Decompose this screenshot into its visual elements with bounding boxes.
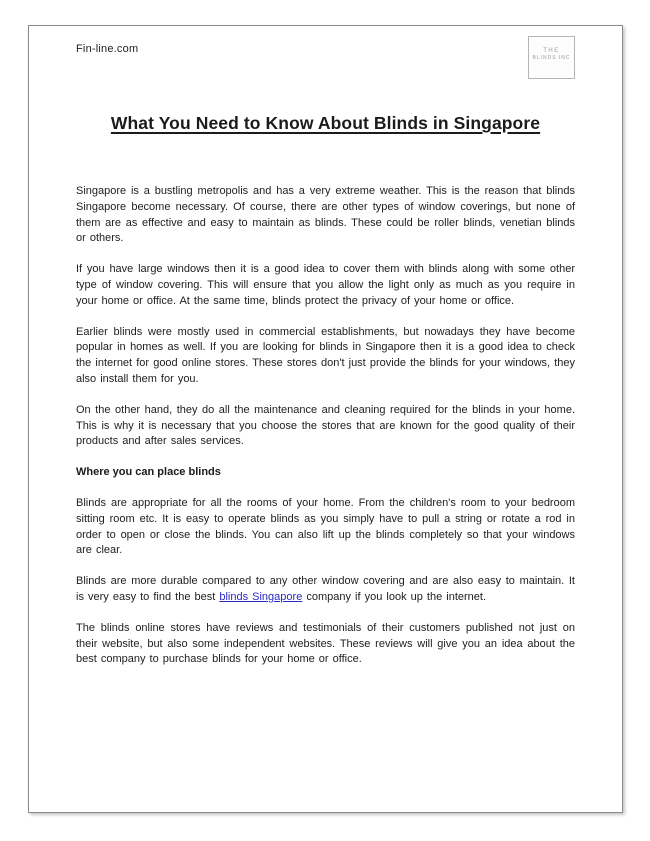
subheading-where-to-place: Where you can place blinds [76, 466, 221, 479]
link-paragraph-post-text: company if you look up the internet. [302, 590, 487, 603]
paragraph-reviews: The blinds online stores have reviews and testimonials of their customers published not just on their website, but also some independent websites. These reviews will give you an idea about the best company to purchase blinds for your home or office. [76, 621, 575, 666]
link-paragraph-pre-text: Blinds are more durable compared to any other window covering and are also easy to maintain. It is very easy to find the best [76, 575, 575, 603]
paragraph-rooms: Blinds are appropriate for all the rooms of your home. From the children's room to your bedroom sitting room etc. It is easy to operate blinds as you simply have to pull a string or rotate a rod in order to open or close the blinds. You can also lift up the blinds completely so that your windows are clear. [76, 496, 575, 557]
page-header [76, 40, 575, 92]
article-title: What You Need to Know About Blinds in Singapore [110, 113, 541, 133]
paragraph-large-windows: If you have large windows then it is a good idea to cover them with blinds along with some other type of window covering. This will ensure that you allow the light only as much as you require in your home or office. At the same time, blinds protect the privacy of your home or office. [76, 263, 575, 307]
company-logo [528, 36, 575, 79]
logo-text-line2: BLINDS INC [532, 55, 571, 61]
site-name-text: Fin-line.com [76, 43, 139, 55]
document-page [28, 25, 623, 813]
blinds-singapore-link[interactable]: blinds Singapore [219, 590, 303, 603]
paragraph-commercial: Earlier blinds were mostly used in commercial establishments, but nowadays they have become popular in homes as well. If you are looking for blinds in Singapore then it is a good idea to check the internet for good online stores. These stores don't just provide the blinds for your windows, they also install them for you. [76, 325, 575, 385]
logo-text-line1: THE [543, 48, 560, 54]
logo-text-line3: · · [546, 62, 557, 67]
paragraph-durability [76, 574, 575, 606]
paragraph-intro: Singapore is a bustling metropolis and has a very extreme weather. This is the reason that blinds Singapore become necessary. Of course, there are other types of window coverings, but none of them are as effective and easy to maintain as blinds. These could be roller blinds, venetian blinds or others. [76, 185, 575, 245]
article-body [76, 184, 575, 683]
paragraph-maintenance: On the other hand, they do all the maintenance and cleaning required for the blinds in your home. This is why it is necessary that you choose the stores that are known for the good quality of their products and after sales services. [76, 403, 575, 448]
